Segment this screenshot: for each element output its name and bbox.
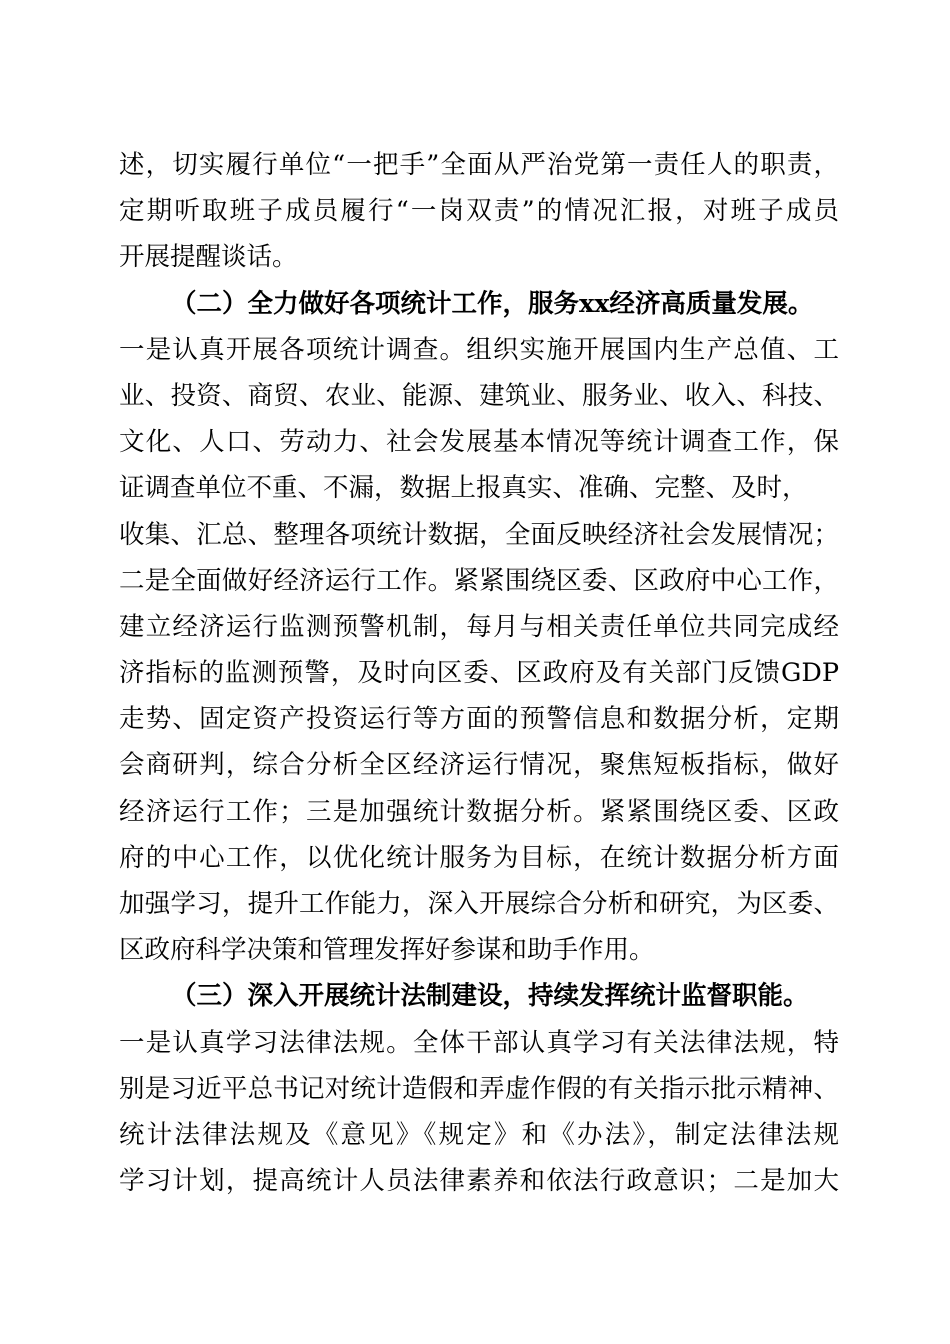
text-line: 会商研判，综合分析全区经济运行情况，聚焦短板指标，做好 [119,750,839,781]
text-line: 统计法律法规及《意见》《规定》和《办法》，制定法律法规 [119,1119,839,1150]
text-line: 证调查单位不重、不漏，数据上报真实、准确、完整、及时， [119,473,808,504]
text-line: 加强学习，提升工作能力，深入开展综合分析和研究，为区委、 [119,889,839,919]
document-body [119,142,839,1204]
text-line: 经济运行工作；三是加强统计数据分析。紧紧围绕区委、区政 [119,796,839,827]
text-line: 学习计划，提高统计人员法律素养和依法行政意识；二是加大 [119,1166,839,1197]
text-line: 文化、人口、劳动力、社会发展基本情况等统计调查工作，保 [119,427,839,458]
text-line: 开展提醒谈话。 [119,242,298,273]
section-heading-3: （三）深入开展统计法制建设，持续发挥统计监督职能。 [171,981,809,1012]
text-line: 定期听取班子成员履行“一岗双责”的情况汇报，对班子成员 [119,196,839,227]
text-line: 二是全面做好经济运行工作。紧紧围绕区委、区政府中心工作， [119,565,839,596]
text-line: 区政府科学决策和管理发挥好参谋和助手作用。 [119,935,655,966]
text-line: 济指标的监测预警，及时向区委、区政府及有关部门反馈GDP [119,658,839,689]
text-line: 一是认真学习法律法规。全体干部认真学习有关法律法规，特 [119,1027,839,1058]
text-line: 收集、汇总、整理各项统计数据，全面反映经济社会发展情况； [119,519,839,550]
section-heading-2: （二）全力做好各项统计工作，服务xx经济高质量发展。 [171,288,814,319]
text-line: 业、投资、商贸、农业、能源、建筑业、服务业、收入、科技、 [119,380,839,411]
text-line: 述，切实履行单位“一把手”全面从严治党第一责任人的职责， [119,150,839,180]
text-line: 建立经济运行监测预警机制，每月与相关责任单位共同完成经 [119,611,839,642]
text-line: 一是认真开展各项统计调查。组织实施开展国内生产总值、工 [119,334,839,365]
text-line: 走势、固定资产投资运行等方面的预警信息和数据分析，定期 [119,704,839,735]
text-line: 府的中心工作，以优化统计服务为目标，在统计数据分析方面 [119,842,839,873]
text-line: 别是习近平总书记对统计造假和弄虚作假的有关指示批示精神、 [119,1073,839,1104]
